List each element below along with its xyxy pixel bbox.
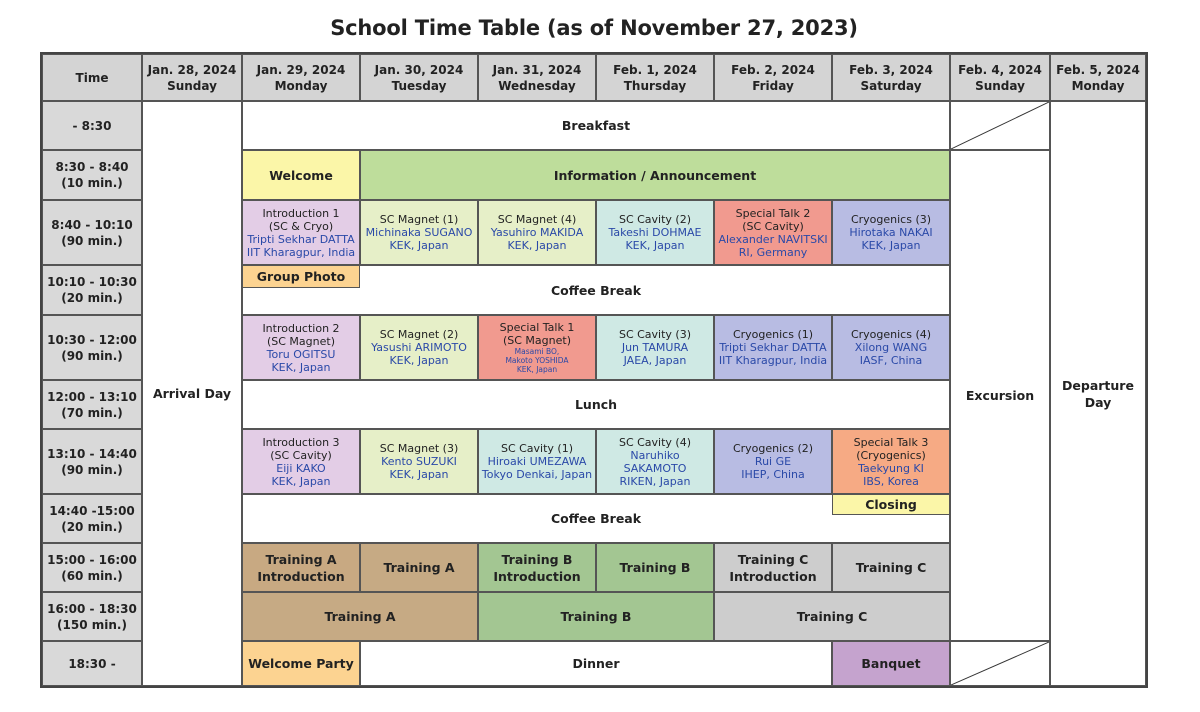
training-b-intro bbox=[478, 543, 596, 592]
speaker-affiliation: Tokyo Denkai, Japan bbox=[481, 468, 593, 481]
training-a bbox=[360, 543, 478, 592]
header-time bbox=[42, 54, 142, 101]
speaker-name: Masami BO, bbox=[514, 347, 560, 356]
header-day-weekday: Friday bbox=[752, 78, 794, 93]
header-day-8 bbox=[1050, 54, 1146, 101]
session-title: Cryogenics (2) bbox=[732, 442, 814, 455]
header-day-weekday: Tuesday bbox=[391, 78, 447, 93]
time-duration: (10 min.) bbox=[61, 176, 123, 190]
session-subtitle: (SC Magnet) bbox=[502, 334, 571, 347]
session-subtitle: (SC & Cryo) bbox=[268, 219, 334, 233]
timetable bbox=[40, 52, 1148, 688]
time-slot-3 bbox=[42, 265, 142, 315]
speaker-name: Tripti Sekhar DATTA bbox=[719, 341, 827, 354]
speaker-name: Xilong WANG bbox=[854, 341, 928, 354]
training-c-intro bbox=[714, 543, 832, 592]
training-c-long bbox=[714, 592, 950, 641]
session-title: Introduction 1 bbox=[262, 206, 340, 220]
time-slot-8 bbox=[42, 543, 142, 592]
session-title: Special Talk 2 bbox=[735, 206, 811, 220]
time-range: 18:30 - bbox=[68, 656, 116, 671]
time-range: - 8:30 bbox=[72, 118, 112, 133]
speaker-name: Rui GE bbox=[754, 455, 792, 468]
header-day-weekday: Wednesday bbox=[498, 78, 576, 93]
banquet-label: Banquet bbox=[861, 656, 921, 671]
empty-cell-dinner-sunday bbox=[950, 641, 1050, 686]
session-title: SC Cavity (4) bbox=[618, 435, 692, 449]
group-photo-label: Group Photo bbox=[256, 269, 346, 284]
time-duration: (90 min.) bbox=[61, 462, 123, 477]
speaker-affiliation: KEK, Japan bbox=[271, 360, 331, 374]
speaker-name: Yasuhiro MAKIDA bbox=[490, 226, 584, 239]
session2-intro2 bbox=[242, 315, 360, 380]
session-title: SC Magnet (2) bbox=[379, 328, 459, 341]
time-duration: (20 min.) bbox=[61, 519, 123, 534]
training-sublabel: Introduction bbox=[257, 568, 345, 584]
header-time-label: Time bbox=[75, 70, 109, 85]
training-label: Training A bbox=[383, 560, 455, 575]
speaker-name: Kento SUZUKI bbox=[381, 455, 457, 468]
lunch bbox=[242, 380, 950, 429]
session3-sc-cavity-1 bbox=[478, 429, 596, 494]
dinner bbox=[360, 641, 832, 686]
group-photo bbox=[242, 265, 360, 288]
speaker-name: Naruhiko SAKAMOTO bbox=[623, 448, 687, 475]
speaker-name: Michinaka SUGANO bbox=[365, 226, 473, 239]
speaker-affiliation: KEK, Japan bbox=[389, 354, 449, 367]
session-title: Cryogenics (3) bbox=[850, 213, 932, 226]
speaker-name: Alexander NAVITSKI bbox=[718, 232, 828, 246]
training-label: Training B bbox=[619, 560, 691, 575]
time-slot-4 bbox=[42, 315, 142, 380]
time-slot-0 bbox=[42, 101, 142, 150]
session2-cryogenics-1 bbox=[714, 315, 832, 380]
welcome bbox=[242, 150, 360, 200]
header-day-date: Feb. 5, 2024 bbox=[1056, 62, 1140, 77]
time-range: 14:40 -15:00 bbox=[49, 503, 135, 518]
welcome-party bbox=[242, 641, 360, 686]
session-title: SC Cavity (3) bbox=[618, 328, 692, 341]
session-title: Introduction 3 bbox=[262, 435, 340, 449]
page-title: School Time Table (as of November 27, 2023) bbox=[330, 16, 858, 40]
time-range: 8:40 - 10:10 bbox=[51, 217, 133, 232]
time-range: 13:10 - 14:40 bbox=[47, 446, 137, 461]
session1-special-talk-2 bbox=[714, 200, 832, 265]
time-range: 8:30 - 8:40 bbox=[55, 160, 129, 174]
session3-intro3 bbox=[242, 429, 360, 494]
speaker-affiliation: KEK, Japan bbox=[516, 365, 558, 374]
speaker-affiliation: RI, Germany bbox=[738, 245, 808, 259]
header-day-date: Jan. 30, 2024 bbox=[374, 62, 464, 77]
speaker-affiliation: KEK, Japan bbox=[507, 239, 567, 252]
header-day-2 bbox=[360, 54, 478, 101]
speaker-name: Tripti Sekhar DATTA bbox=[247, 232, 355, 246]
session1-sc-magnet-4 bbox=[478, 200, 596, 265]
session1-sc-cavity-2 bbox=[596, 200, 714, 265]
session3-sc-magnet-3 bbox=[360, 429, 478, 494]
session-title: SC Magnet (1) bbox=[379, 213, 459, 226]
header-day-4 bbox=[596, 54, 714, 101]
header-day-weekday: Monday bbox=[274, 78, 328, 93]
session-title: Introduction 2 bbox=[262, 321, 340, 335]
speaker-affiliation: IIT Kharagpur, India bbox=[246, 245, 356, 259]
header-day-date: Feb. 2, 2024 bbox=[731, 62, 815, 77]
excursion-day bbox=[950, 150, 1050, 641]
training-label: Training C bbox=[855, 560, 927, 575]
time-slot-1 bbox=[42, 150, 142, 200]
speaker-affiliation: RIKEN, Japan bbox=[619, 474, 691, 488]
header-day-weekday: Thursday bbox=[623, 78, 687, 93]
speaker-name: Toru OGITSU bbox=[266, 347, 336, 361]
speaker-affiliation: KEK, Japan bbox=[271, 474, 331, 488]
time-duration: (60 min.) bbox=[61, 568, 123, 583]
session-subtitle: (SC Cavity) bbox=[270, 448, 332, 462]
session-title: SC Magnet (3) bbox=[379, 442, 459, 455]
coffee-break-label: Coffee Break bbox=[550, 511, 642, 526]
speaker-name: Takeshi DOHMAE bbox=[608, 226, 702, 239]
training-b-long bbox=[478, 592, 714, 641]
training-label: Training A bbox=[324, 609, 396, 624]
session-title: SC Cavity (1) bbox=[500, 442, 574, 455]
welcome-label: Welcome bbox=[269, 167, 333, 183]
speaker-affiliation: KEK, Japan bbox=[625, 239, 685, 252]
information-announcement bbox=[360, 150, 950, 200]
session3-cryogenics-2 bbox=[714, 429, 832, 494]
header-day-1 bbox=[242, 54, 360, 101]
time-range: 16:00 - 18:30 bbox=[47, 601, 137, 616]
speaker-affiliation: IASF, China bbox=[859, 354, 923, 367]
speaker-affiliation: IBS, Korea bbox=[863, 474, 919, 488]
departure-label: Departure Day bbox=[1062, 377, 1134, 410]
speaker-name: Jun TAMURA bbox=[621, 341, 689, 354]
header-day-date: Jan. 29, 2024 bbox=[256, 62, 346, 77]
time-slot-5 bbox=[42, 380, 142, 429]
speaker-name-2: Makoto YOSHIDA bbox=[505, 356, 569, 365]
excursion-label: Excursion bbox=[965, 388, 1035, 403]
arrival-day bbox=[142, 101, 242, 686]
training-label: Training C bbox=[796, 609, 868, 624]
speaker-affiliation: KEK, Japan bbox=[861, 239, 921, 252]
header-day-6 bbox=[832, 54, 950, 101]
time-duration: (90 min.) bbox=[61, 348, 123, 363]
session2-sc-cavity-3 bbox=[596, 315, 714, 380]
speaker-affiliation: JAEA, Japan bbox=[623, 354, 687, 367]
departure-day bbox=[1050, 101, 1146, 686]
header-day-5 bbox=[714, 54, 832, 101]
breakfast-label: Breakfast bbox=[561, 118, 631, 133]
session-subtitle: (SC Cavity) bbox=[742, 219, 804, 233]
session-subtitle: (SC Magnet) bbox=[266, 334, 335, 348]
session2-special-talk-1 bbox=[478, 315, 596, 380]
session-title: Special Talk 1 bbox=[499, 321, 575, 334]
training-label: Training C bbox=[737, 551, 809, 567]
session1-intro1 bbox=[242, 200, 360, 265]
header-day-date: Feb. 3, 2024 bbox=[849, 62, 933, 77]
time-slot-7 bbox=[42, 494, 142, 543]
time-duration: (20 min.) bbox=[61, 291, 123, 305]
training-a-intro bbox=[242, 543, 360, 592]
session2-cryogenics-4 bbox=[832, 315, 950, 380]
diagonal-line-icon bbox=[951, 102, 1049, 149]
training-label: Training B bbox=[560, 609, 632, 624]
closing bbox=[832, 494, 950, 515]
session1-sc-magnet-1 bbox=[360, 200, 478, 265]
info-label: Information / Announcement bbox=[553, 167, 757, 183]
dinner-label: Dinner bbox=[572, 656, 620, 671]
header-day-weekday: Saturday bbox=[860, 78, 922, 93]
speaker-affiliation: KEK, Japan bbox=[389, 468, 449, 481]
arrival-day-label: Arrival Day bbox=[152, 386, 232, 401]
breakfast bbox=[242, 101, 950, 150]
training-sublabel: Introduction bbox=[729, 568, 817, 584]
speaker-affiliation: KEK, Japan bbox=[389, 239, 449, 252]
speaker-name: Hiroaki UMEZAWA bbox=[487, 455, 587, 468]
session-title: Cryogenics (1) bbox=[732, 328, 814, 341]
session-title: Cryogenics (4) bbox=[850, 328, 932, 341]
header-day-date: Feb. 1, 2024 bbox=[613, 62, 697, 77]
speaker-name: Eiji KAKO bbox=[276, 461, 326, 475]
header-day-date: Feb. 4, 2024 bbox=[958, 62, 1042, 77]
speaker-name: Yasushi ARIMOTO bbox=[371, 341, 467, 354]
training-b bbox=[596, 543, 714, 592]
speaker-name: Hirotaka NAKAI bbox=[849, 226, 933, 239]
banquet bbox=[832, 641, 950, 686]
header-day-weekday: Sunday bbox=[167, 78, 217, 93]
welcome-party-label: Welcome Party bbox=[248, 656, 354, 671]
time-slot-2 bbox=[42, 200, 142, 265]
time-duration: (70 min.) bbox=[61, 405, 123, 420]
session3-special-talk-3 bbox=[832, 429, 950, 494]
diagonal-line-icon bbox=[951, 642, 1049, 685]
empty-cell-breakfast-sunday bbox=[950, 101, 1050, 150]
speaker-affiliation: IIT Kharagpur, India bbox=[718, 354, 828, 367]
time-duration: (150 min.) bbox=[57, 617, 127, 632]
training-label: Training A bbox=[265, 551, 337, 567]
session-title: SC Cavity (2) bbox=[618, 213, 692, 226]
time-duration: (90 min.) bbox=[61, 233, 123, 248]
time-range: 12:00 - 13:10 bbox=[47, 389, 137, 404]
header-day-weekday: Sunday bbox=[975, 78, 1025, 93]
header-day-0 bbox=[142, 54, 242, 101]
training-c bbox=[832, 543, 950, 592]
training-sublabel: Introduction bbox=[493, 568, 581, 584]
training-a-long bbox=[242, 592, 478, 641]
lunch-label: Lunch bbox=[574, 397, 618, 412]
header-day-weekday: Monday bbox=[1071, 78, 1125, 93]
session-title: SC Magnet (4) bbox=[497, 213, 577, 226]
closing-label: Closing bbox=[865, 497, 917, 512]
session-subtitle: (Cryogenics) bbox=[856, 448, 926, 462]
session2-sc-magnet-2 bbox=[360, 315, 478, 380]
header-day-7 bbox=[950, 54, 1050, 101]
time-slot-9 bbox=[42, 592, 142, 641]
session1-cryogenics-3 bbox=[832, 200, 950, 265]
header-day-3 bbox=[478, 54, 596, 101]
speaker-name: Taekyung KI bbox=[858, 461, 924, 475]
time-slot-10 bbox=[42, 641, 142, 686]
time-slot-6 bbox=[42, 429, 142, 494]
session-title: Special Talk 3 bbox=[853, 435, 929, 449]
training-label: Training B bbox=[501, 551, 573, 567]
time-range: 10:10 - 10:30 bbox=[47, 275, 137, 289]
coffee-break-label: Coffee Break bbox=[550, 282, 642, 298]
header-day-date: Jan. 28, 2024 bbox=[147, 62, 237, 77]
header-day-date: Jan. 31, 2024 bbox=[492, 62, 582, 77]
time-range: 15:00 - 16:00 bbox=[47, 552, 137, 567]
session3-sc-cavity-4 bbox=[596, 429, 714, 494]
speaker-affiliation: IHEP, China bbox=[741, 468, 805, 481]
time-range: 10:30 - 12:00 bbox=[47, 332, 137, 347]
